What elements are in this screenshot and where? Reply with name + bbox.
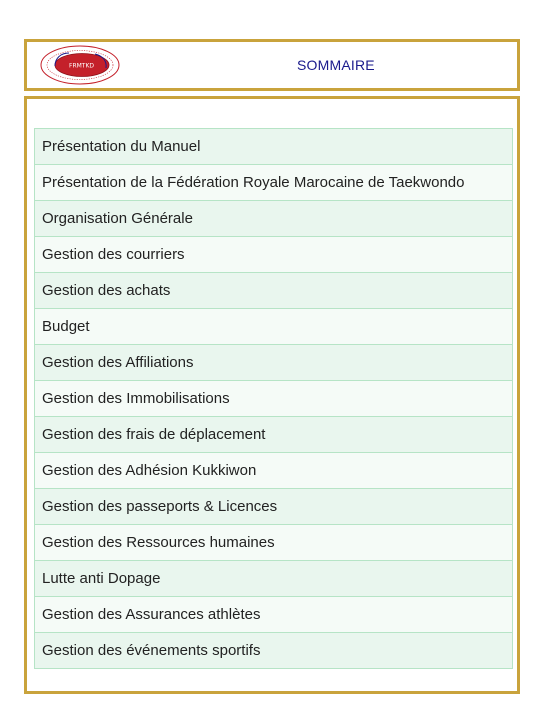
toc-item-gestion-achats[interactable]: Gestion des achats [35, 272, 512, 308]
federation-logo-icon [39, 44, 121, 86]
toc-item-gestion-ressources-humaines[interactable]: Gestion des Ressources humaines [35, 524, 512, 560]
toc-item-gestion-passeports-licences[interactable]: Gestion des passeports & Licences [35, 488, 512, 524]
toc-item-organisation-generale[interactable]: Organisation Générale [35, 200, 512, 236]
toc-item-gestion-adhesion-kukkiwon[interactable]: Gestion des Adhésion Kukkiwon [35, 452, 512, 488]
header-box [24, 39, 520, 91]
logo-text: FRMTKD [69, 62, 95, 70]
toc-item-gestion-evenements[interactable]: Gestion des événements sportifs [35, 632, 512, 668]
toc-item-gestion-immobilisations[interactable]: Gestion des Immobilisations [35, 380, 512, 416]
contents-panel [24, 96, 520, 694]
page-title: SOMMAIRE [297, 57, 375, 73]
toc-item-gestion-frais-deplacement[interactable]: Gestion des frais de déplacement [35, 416, 512, 452]
toc-item-presentation-federation[interactable]: Présentation de la Fédération Royale Marocaine de Taekwondo [35, 164, 512, 200]
toc-item-presentation-manuel[interactable]: Présentation du Manuel [35, 129, 512, 164]
toc-item-gestion-courriers[interactable]: Gestion des courriers [35, 236, 512, 272]
toc-item-budget[interactable]: Budget [35, 308, 512, 344]
toc-item-gestion-affiliations[interactable]: Gestion des Affiliations [35, 344, 512, 380]
toc-item-gestion-assurances[interactable]: Gestion des Assurances athlètes [35, 596, 512, 632]
table-of-contents [34, 128, 513, 669]
toc-item-lutte-anti-dopage[interactable]: Lutte anti Dopage [35, 560, 512, 596]
